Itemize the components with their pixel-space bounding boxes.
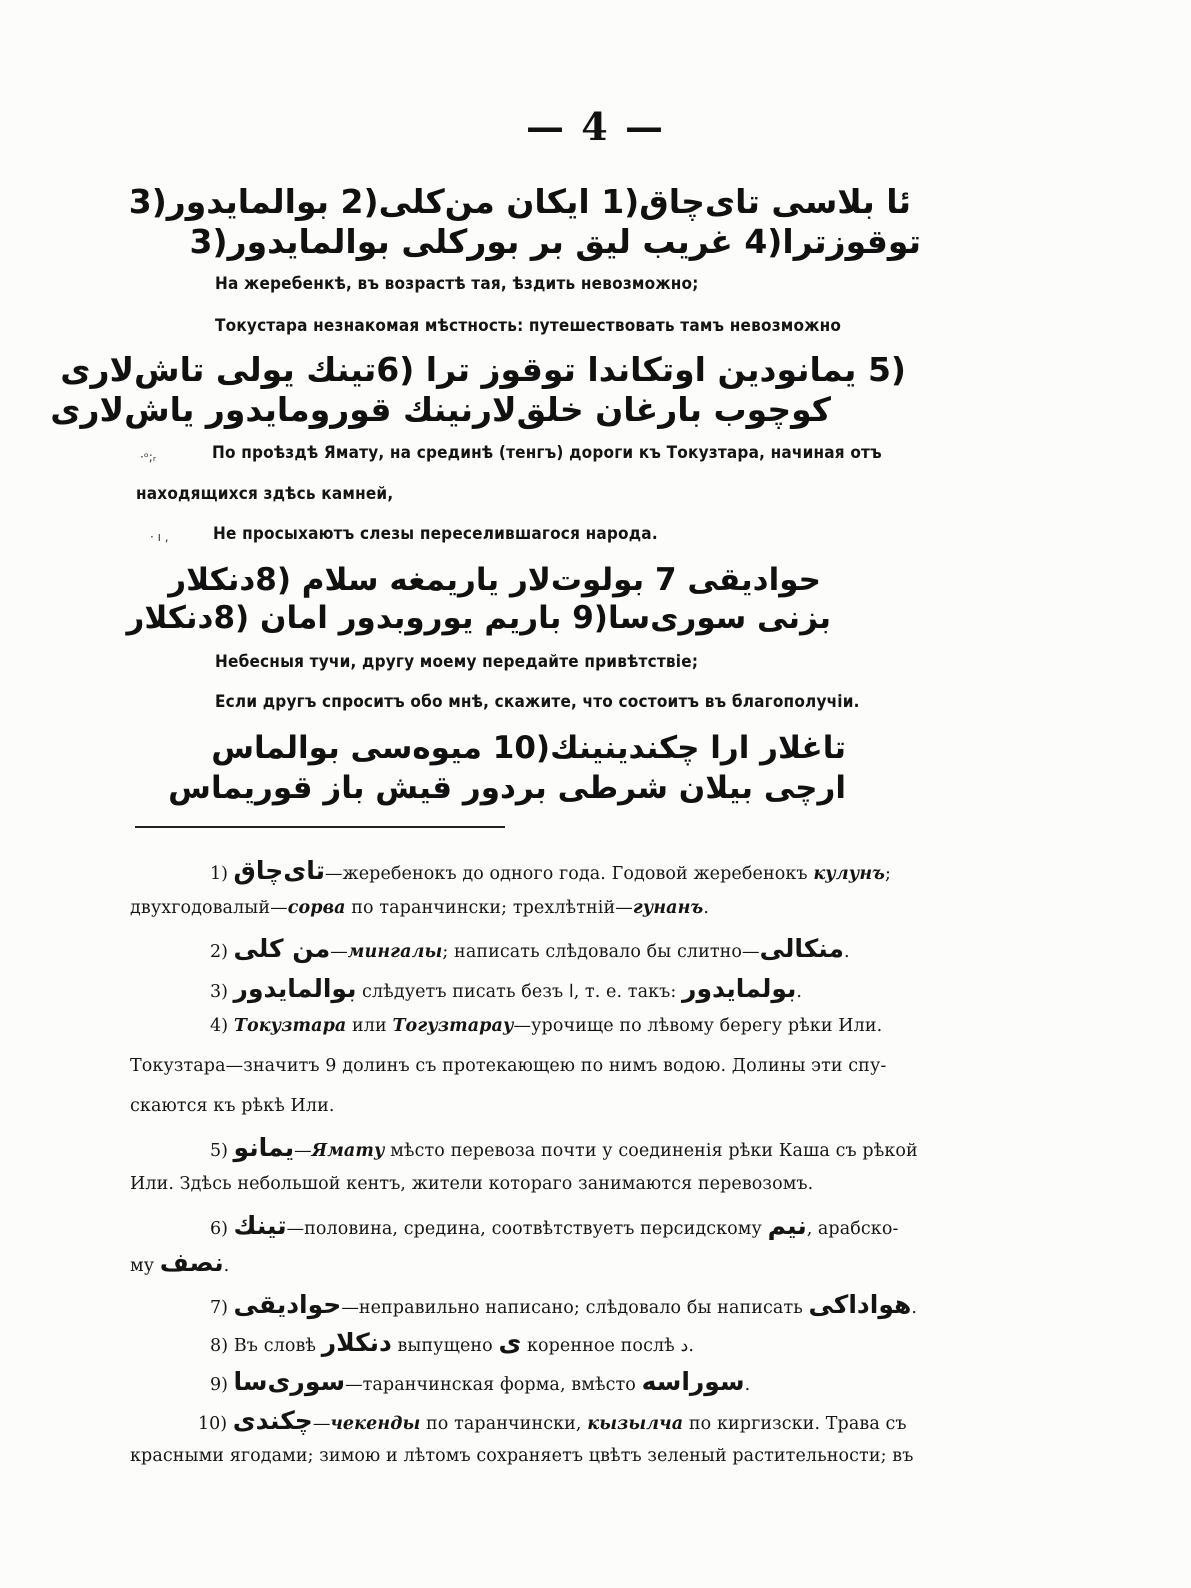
footnote-10-continuation: красными ягодами; зимою и лѣтомъ сохраняетъ цвѣтъ зеленый растительности; въ [130, 1446, 914, 1466]
footnote-4-continuation: Токузтара—значитъ 9 долинъ съ протекающею по нимъ водою. Долины эти спу- [130, 1056, 887, 1076]
verse-1-arabic-line-2: توقوزترا(4 غريب ليق بر بوركلى بوالمايدور(3 [189, 222, 921, 261]
verse-4-arabic-line-1: تاغلار ارا چكندينينك(10 ميوه‌سى بوالماس [211, 730, 846, 766]
page-number: — 4 — [526, 104, 665, 149]
verse-1-arabic-line-1: ئا بلاسى تاى‌چاق(1 ايكان من‌كلى(2 بوالمايدور(3 [128, 182, 911, 221]
footnote-8: 8) Въ словѣ دنكلار выпущено ى коренное послѣ د. [210, 1328, 694, 1357]
footnote-6-continuation: му نصف. [130, 1248, 230, 1277]
verse-2-arabic-line-2: كوچوب بارغان خلق‌لارنينك قورومايدور ياش‌لارى [50, 390, 831, 429]
footnote-3: 3) بوالمايدور слѣдуетъ писать безъ ا, т. е. такъ: بولمايدور. [210, 974, 802, 1003]
footnote-4: 4) Токузтара или Тогузтарау—урочище по лѣвому берегу рѣки Или. [210, 1016, 883, 1036]
footnote-1-continuation: двухгодовалый—сорва по таранчински; трехлѣтній—гунанъ. [130, 898, 709, 918]
verse-2-russian-line-3: Не просыхаютъ слезы переселившагося народа. [213, 524, 658, 544]
footnote-2: 2) من كلى—мингалы; написать слѣдовало бы слитно—منكالى. [210, 934, 850, 963]
verse-2-russian-line-2: находящихся здѣсь камней, [136, 484, 394, 504]
verse-4-arabic-line-2: ارچى بيلان شرطى بردور قيش باز قوريماس [168, 770, 846, 806]
footnote-9: 9) سورى‌سا—таранчинская форма, вмѣсто سوراسه. [210, 1367, 751, 1396]
verse-2-russian-line-1: По проѣздѣ Ямату, на срединѣ (тенгъ) дороги къ Токузтара, начиная отъ [212, 443, 882, 463]
margin-mark: · ı , [150, 530, 169, 544]
footnote-separator [135, 826, 505, 828]
footnote-10: 10) چكندى—чекенды по таранчински, кызылча по киргизски. Трава съ [198, 1406, 907, 1435]
margin-mark: ·ᵒ;ᵣ [140, 450, 156, 464]
footnote-4-continuation: скаются къ рѣкѣ Или. [130, 1096, 335, 1116]
footnote-5-continuation: Или. Здѣсь небольшой кентъ, жители котораго занимаются перевозомъ. [130, 1174, 814, 1194]
footnote-7: 7) حواديقى—неправильно написано; слѣдовало бы написать هواداكى. [210, 1290, 917, 1319]
verse-3-arabic-line-1: حواديقى 7 بولوت‌لار ياريمغه سلام (8دنكلار [168, 562, 821, 598]
verse-3-russian-line-2: Если другъ спроситъ обо мнѣ, скажите, что состоитъ въ благополучіи. [215, 692, 860, 712]
verse-3-russian-line-1: Небесныя тучи, другу моему передайте привѣтствіе; [215, 652, 699, 672]
footnote-6: 6) تينك—половина, средина, соотвѣтствуетъ персидскому نيم, арабско- [210, 1211, 899, 1240]
footnote-1: 1) تاى‌چاق—жеребенокъ до одного года. Годовой жеребенокъ кулунъ; [210, 856, 891, 885]
verse-2-arabic-line-1: (5 يمانودين اوتكاندا توقوز ترا (6تينك يولى تاش‌لارى [60, 350, 906, 389]
verse-1-russian-line-1: На жеребенкѣ, въ возрастѣ тая, ѣздить невозможно; [215, 274, 699, 294]
footnote-5: 5) يمانو—Ямату мѣсто перевоза почти у соединенія рѣки Каша съ рѣкой [210, 1133, 918, 1162]
verse-1-russian-line-2: Токустара незнакомая мѣстность: путешествовать тамъ невозможно [215, 316, 842, 336]
verse-3-arabic-line-2: بزنى سورى‌سا(9 باريم يوروبدور امان (8دنكلار [126, 600, 831, 636]
